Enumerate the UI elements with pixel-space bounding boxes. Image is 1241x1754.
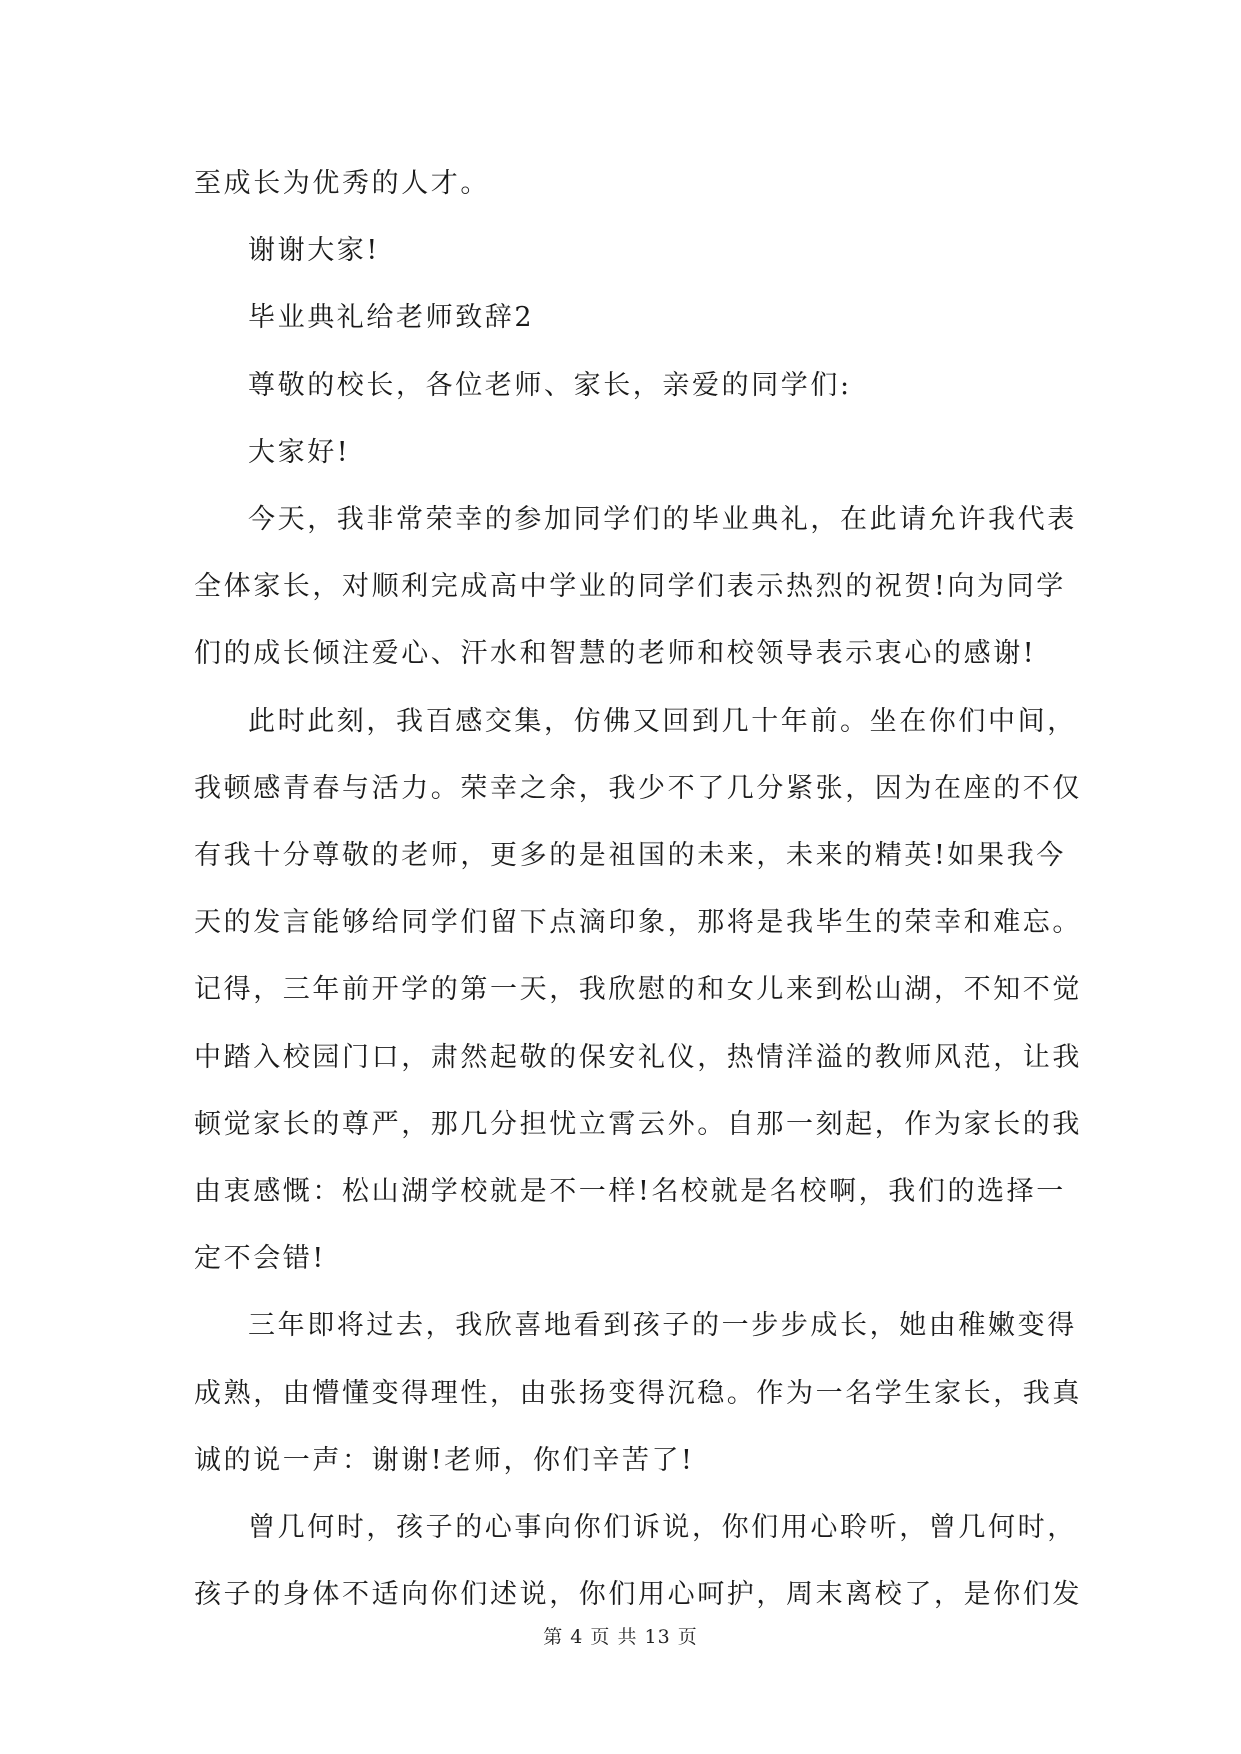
text-line: 诚的说一声：谢谢!老师，你们辛苦了! [194,1444,695,1476]
text-line: 顿觉家长的尊严，那几分担忧立霄云外。自那一刻起，作为家长的我 [194,1108,1082,1140]
text-line: 谢谢大家! [248,235,380,267]
text-line: 全体家长，对顺利完成高中学业的同学们表示热烈的祝贺!向为同学 [194,571,1066,603]
text-line: 天的发言能够给同学们留下点滴印象，那将是我毕生的荣幸和难忘。 [194,907,1082,939]
text-line: 三年即将过去，我欣喜地看到孩子的一步步成长，她由稚嫩变得 [248,1310,1077,1342]
text-line: 们的成长倾注爱心、汗水和智慧的老师和校领导表示衷心的感谢! [194,638,1037,670]
section-heading: 毕业典礼给老师致辞2 [248,302,535,334]
text-line: 有我十分尊敬的老师，更多的是祖国的未来，未来的精英!如果我今 [194,840,1066,871]
text-line: 此时此刻，我百感交集，仿佛又回到几十年前。坐在你们中间， [248,705,1077,737]
text-line: 曾几何时，孩子的心事向你们诉说，你们用心聆听，曾几何时， [248,1512,1077,1543]
text-line: 今天，我非常荣幸的参加同学们的毕业典礼，在此请允许我代表 [248,504,1077,535]
page-footer: 第 4 页 共 13 页 [543,1626,698,1649]
text-line: 由衷感慨：松山湖学校就是不一样!名校就是名校啊，我们的选择一 [194,1176,1066,1207]
text-line: 成熟，由懵懂变得理性，由张扬变得沉稳。作为一名学生家长，我真 [194,1377,1082,1409]
text-line: 中踏入校园门口，肃然起敬的保安礼仪，热情洋溢的教师风范，让我 [194,1041,1082,1073]
salutation-line: 尊敬的校长，各位老师、家长，亲爱的同学们: [248,369,852,401]
text-line: 记得，三年前开学的第一天，我欣慰的和女儿来到松山湖，不知不觉 [194,974,1082,1006]
text-line: 大家好! [248,436,351,468]
text-line: 我顿感青春与活力。荣幸之余，我少不了几分紧张，因为在座的不仅 [194,772,1082,804]
text-line: 定不会错! [194,1243,326,1275]
text-line: 孩子的身体不适向你们述说，你们用心呵护，周末离校了，是你们发 [194,1579,1082,1611]
text-line: 至成长为优秀的人才。 [194,168,490,199]
